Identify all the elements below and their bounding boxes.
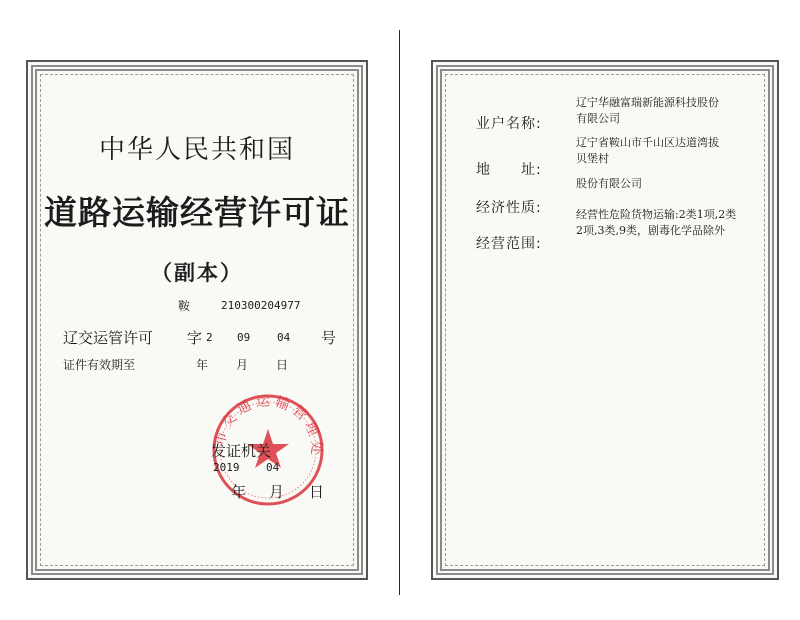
inner-border [40,74,354,566]
valid-month-char: 月 [236,358,249,372]
license-details-panel [431,60,779,580]
decorative-border [436,65,774,575]
owner-name-line1: 辽宁华融富瑞新能源科技股份 [576,96,719,109]
owner-name-line2: 有限公司 [576,112,620,125]
page-fold-line [399,30,400,595]
valid-until-label: 证件有效期至 [63,358,136,372]
business-scope-label: 经营范围: [476,236,542,252]
decorative-border [31,65,363,575]
certificate-title: 道路运输经营许可证 [44,193,350,232]
issue-day-char: 日 [309,483,325,501]
svg-text:市交通运输管理处: 市交通运输管理处 [211,393,325,459]
license-suffix: 号 [321,329,337,347]
issue-month: 04 [266,461,280,474]
business-scope-line2: 2项,3类,9类，剧毒化学品除外 [576,224,725,237]
copy-label: （副本） [151,260,243,285]
license-day: 04 [277,331,291,344]
valid-year-char: 年 [196,358,209,372]
issue-year-char: 年 [231,483,247,501]
country-heading: 中华人民共和国 [98,135,295,165]
license-authority-text: 辽交运管许可 [63,329,154,347]
economy-type-label: 经济性质: [476,200,542,216]
license-char: 字 [187,329,203,347]
address-line1: 辽宁省鞍山市千山区达道湾拔 [576,136,719,149]
business-scope-line1: 经营性危险货物运输:2类1项,2类 [576,208,737,221]
valid-day-char: 日 [276,358,289,372]
region-prefix-char: 鞍 [178,299,191,313]
address-line2: 贝堡村 [576,152,609,165]
issue-month-char: 月 [269,483,285,501]
economy-type-value: 股份有限公司 [576,177,642,190]
owner-name-label: 业户名称: [476,116,542,132]
issue-year: 2019 [213,461,240,474]
issuing-authority-label: 发证机关 [211,442,272,460]
license-cover-panel [26,60,368,580]
license-month: 09 [237,331,251,344]
license-year: 2 [206,331,213,344]
inner-border [445,74,765,566]
address-label: 地 址: [476,162,542,178]
certificate-number: 210300204977 [221,299,301,312]
